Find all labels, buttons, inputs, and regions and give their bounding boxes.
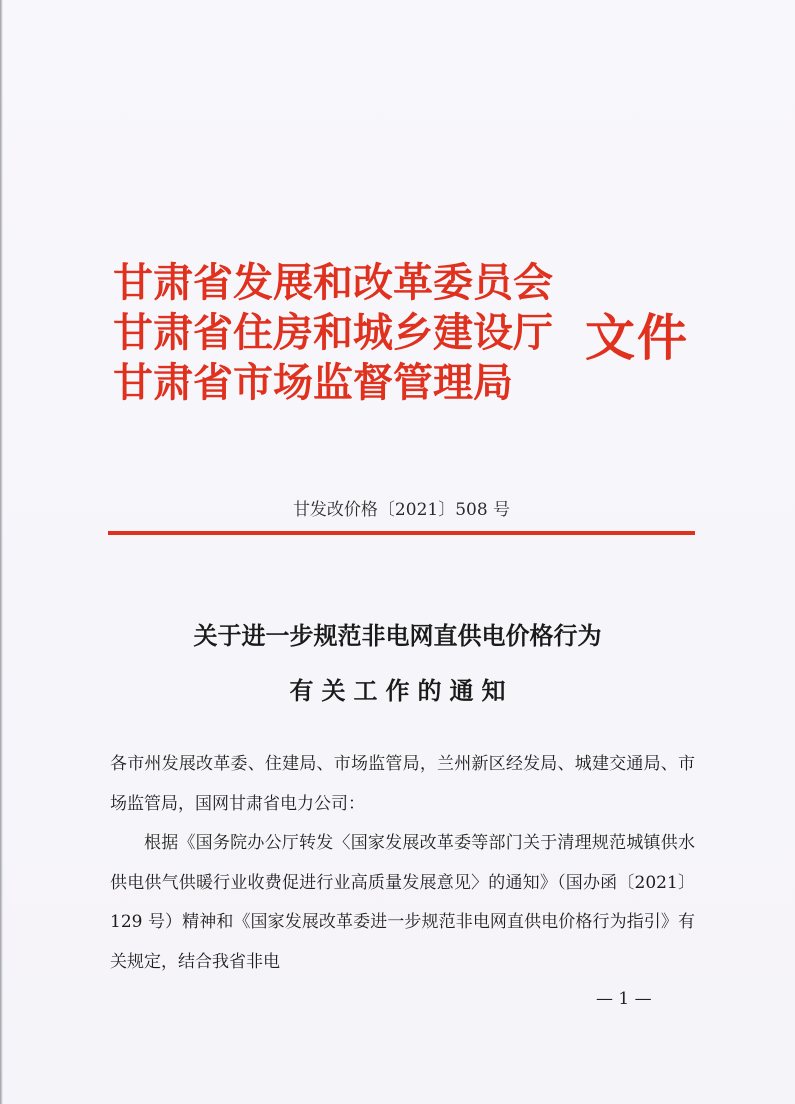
issuer-line-3: 甘肃省市场监督管理局 [113,359,513,406]
issuing-authorities [113,258,553,408]
scan-edge-shadow [0,0,3,1104]
issuer-line-1: 甘肃省发展和改革委员会 [113,259,553,306]
page-number: — 1 — [596,989,652,1009]
body-paragraph-1: 根据《国务院办公厅转发〈国家发展改革委等部门关于清理规范城镇供水供电供气供暖行业收费促进行业高质量发展意见〉的通知》（国办函〔2021〕129 号）精神和《国家发展改革委进一步规范非电网直供电价格行为指引》有关规定，结合我省非电 [110,833,695,972]
recipients-paragraph: 各市州发展改革委、住建局、市场监管局，兰州新区经发局、城建交通局、市场监管局，国网甘肃省电力公司： [110,754,695,814]
document-title-line-1: 关于进一步规范非电网直供电价格行为 [193,621,602,650]
issuer-line-2: 甘肃省住房和城乡建设厅 [113,309,553,356]
document-title-line-2: 有关工作的通知 [289,676,514,705]
document-body [110,745,695,982]
document-number: 甘发改价格〔2021〕508 号 [292,500,511,520]
red-separator-line [108,531,695,535]
document-suffix: 文件 [585,308,689,367]
